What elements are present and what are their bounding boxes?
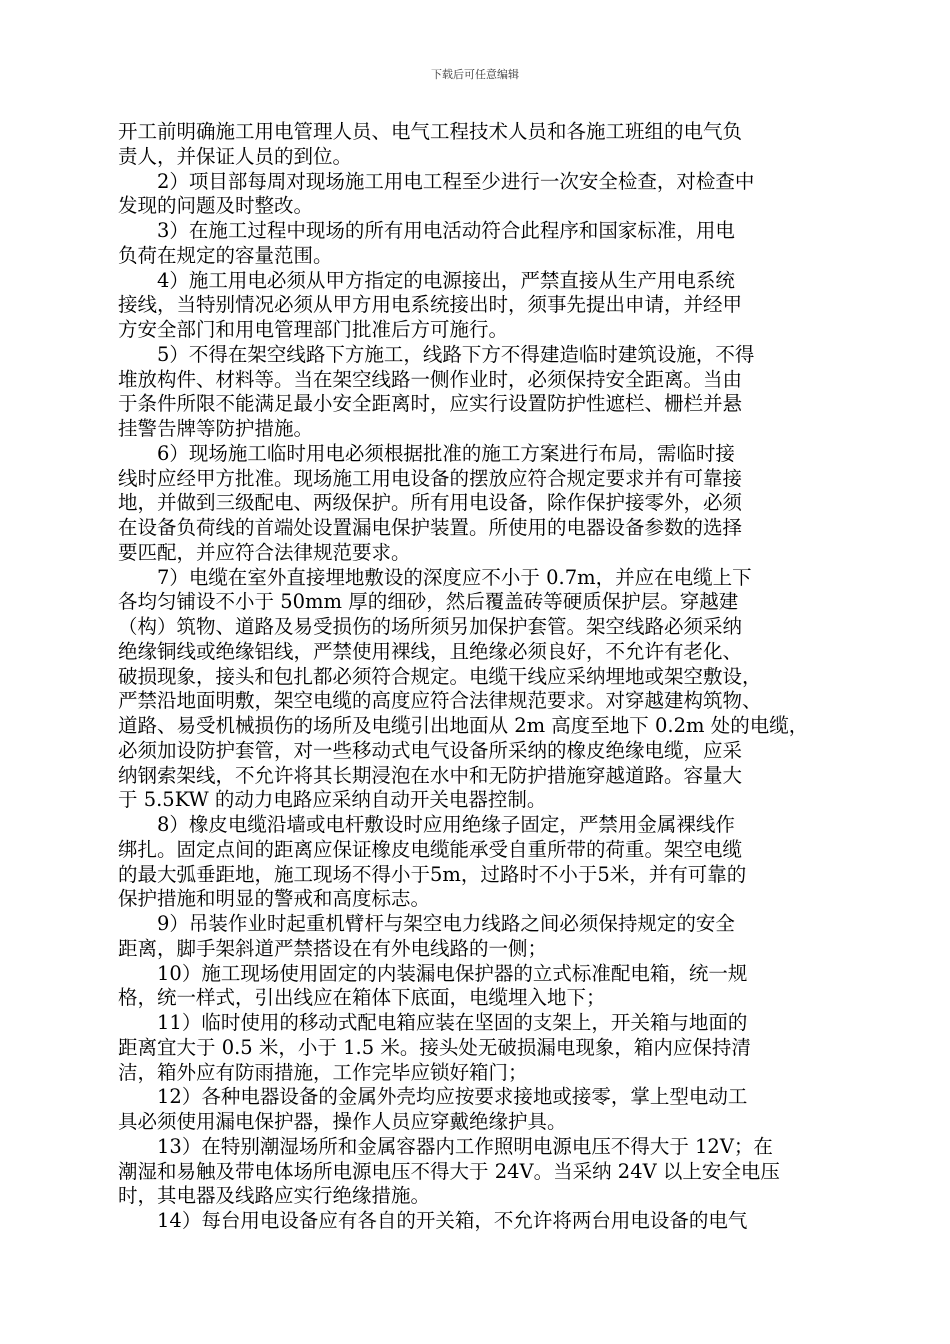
text-line: 绝缘铜线或绝缘铝线，严禁使用裸线，且绝缘必须良好，不允许有老化、 xyxy=(118,639,743,663)
text-line: 4）施工用电必须从甲方指定的电源接出，严禁直接从生产用电系统 xyxy=(157,268,735,292)
text-line: 接线，当特别情况必须从甲方用电系统接出时，须事先提出申请，并经甲 xyxy=(118,293,743,317)
text-line: 保护措施和明显的警戒和高度标志。 xyxy=(118,887,431,911)
text-line: 8）橡皮电缆沿墙或电杆敷设时应用绝缘子固定，严禁用金属裸线作 xyxy=(157,813,735,836)
text-line: 责人，并保证人员的到位。 xyxy=(118,144,353,168)
text-line: 线时应经甲方批准。现场施工用电设备的摆放应符合规定要求并有可靠接 xyxy=(118,466,743,490)
text-line: 6）现场施工临时用电必须根据批准的施工方案进行布局，需临时接 xyxy=(157,441,735,465)
text-line: 12）各种电器设备的金属外壳均应按要求接地或接零，掌上型电动工 xyxy=(157,1085,748,1109)
text-line: 格，统一样式，引出线应在箱体下底面，电缆埋入地下； xyxy=(118,986,606,1010)
text-line: （构）筑物、道路及易受损伤的场所须另加保护套管。架空线路必须采纳 xyxy=(118,615,743,638)
text-line: 于 5.5KW 的动力电路应采纳自动开关电器控制。 xyxy=(118,788,547,812)
text-line: 纳钢索架线，不允许将其长期浸泡在水中和无防护措施穿越道路。容量大 xyxy=(118,763,743,787)
text-line: 10）施工现场使用固定的内装漏电保护器的立式标准配电箱，统一规 xyxy=(157,961,748,985)
text-line: 距离宜大于 0.5 米，小于 1.5 米。接头处无破损漏电现象，箱内应保持清 xyxy=(118,1035,751,1059)
text-line: 具必须使用漏电保护器，操作人员应穿戴绝缘护具。 xyxy=(118,1110,567,1133)
text-line: 洁，箱外应有防雨措施，工作完毕应锁好箱门； xyxy=(118,1060,528,1084)
text-line: 14）每台用电设备应有各自的开关箱，不允许将两台用电设备的电气 xyxy=(157,1209,748,1232)
text-line: 7）电缆在室外直接埋地敷设的深度应不小于 0.7m，并应在电缆上下 xyxy=(157,565,752,589)
text-line: 绑扎。固定点间的距离应保证橡皮电缆能承受自重所带的荷重。架空电缆 xyxy=(118,837,743,861)
text-line: 破损现象，接头和包扎都必须符合规定。电缆干线应采纳埋地或架空敷设， xyxy=(118,664,762,688)
text-line: 时，其电器及线路应实行绝缘措施。 xyxy=(118,1184,431,1208)
text-line: 5）不得在架空线路下方施工，线路下方不得建造临时建筑设施，不得 xyxy=(157,342,755,366)
text-line: 3）在施工过程中现场的所有用电活动符合此程序和国家标准，用电 xyxy=(157,219,735,242)
text-line: 方安全部门和用电管理部门批准后方可施行。 xyxy=(118,318,509,341)
text-line: 各均匀铺设不小于 50mm 厚的细砂，然后覆盖砖等硬质保护层。穿越建 xyxy=(118,590,739,614)
text-line: 发现的问题及时整改。 xyxy=(118,194,314,218)
text-line: 严禁沿地面明敷，架空电缆的高度应符合法律规范要求。对穿越建构筑物、 xyxy=(118,689,762,713)
text-line: 道路、易受机械损伤的场所及电缆引出地面从 2m 高度至地下 0.2m 处的电缆， xyxy=(118,714,809,737)
text-line: 要匹配，并应符合法律规范要求。 xyxy=(118,540,411,564)
text-line: 开工前明确施工用电管理人员、电气工程技术人员和各施工班组的电气负 xyxy=(118,120,743,143)
text-line: 地，并做到三级配电、两级保护。所有用电设备，除作保护接零外，必须 xyxy=(118,491,743,515)
text-line: 于条件所限不能满足最小安全距离时，应实行设置防护性遮栏、栅栏并悬 xyxy=(118,392,743,416)
text-line: 在设备负荷线的首端处设置漏电保护装置。所使用的电器设备参数的选择 xyxy=(118,516,743,539)
text-line: 必须加设防护套管，对一些移动式电气设备所采纳的橡皮绝缘电缆，应采 xyxy=(118,738,743,762)
document-body xyxy=(118,120,838,1234)
page-header: 下载后可任意编辑 xyxy=(431,68,519,81)
text-line: 距离，脚手架斜道严禁搭设在有外电线路的一侧； xyxy=(118,936,548,960)
text-line: 潮湿和易触及带电体场所电源电压不得大于 24V。当采纳 24V 以上安全电压 xyxy=(118,1159,780,1183)
text-line: 13）在特别潮湿场所和金属容器内工作照明电源电压不得大于 12V；在 xyxy=(157,1134,773,1158)
text-line: 负荷在规定的容量范围。 xyxy=(118,243,333,267)
text-line: 挂警告牌等防护措施。 xyxy=(118,417,314,440)
text-line: 2）项目部每周对现场施工用电工程至少进行一次安全检查，对检查中 xyxy=(157,169,755,193)
text-line: 11）临时使用的移动式配电箱应装在坚固的支架上，开关箱与地面的 xyxy=(157,1011,748,1034)
text-line: 9）吊装作业时起重机臂杆与架空电力线路之间必须保持规定的安全 xyxy=(157,912,735,935)
text-line: 堆放构件、材料等。当在架空线路一侧作业时，必须保持安全距离。当由 xyxy=(118,367,743,391)
text-line: 的最大弧垂距地，施工现场不得小于5m，过路时不小于5米，并有可靠的 xyxy=(118,862,747,886)
